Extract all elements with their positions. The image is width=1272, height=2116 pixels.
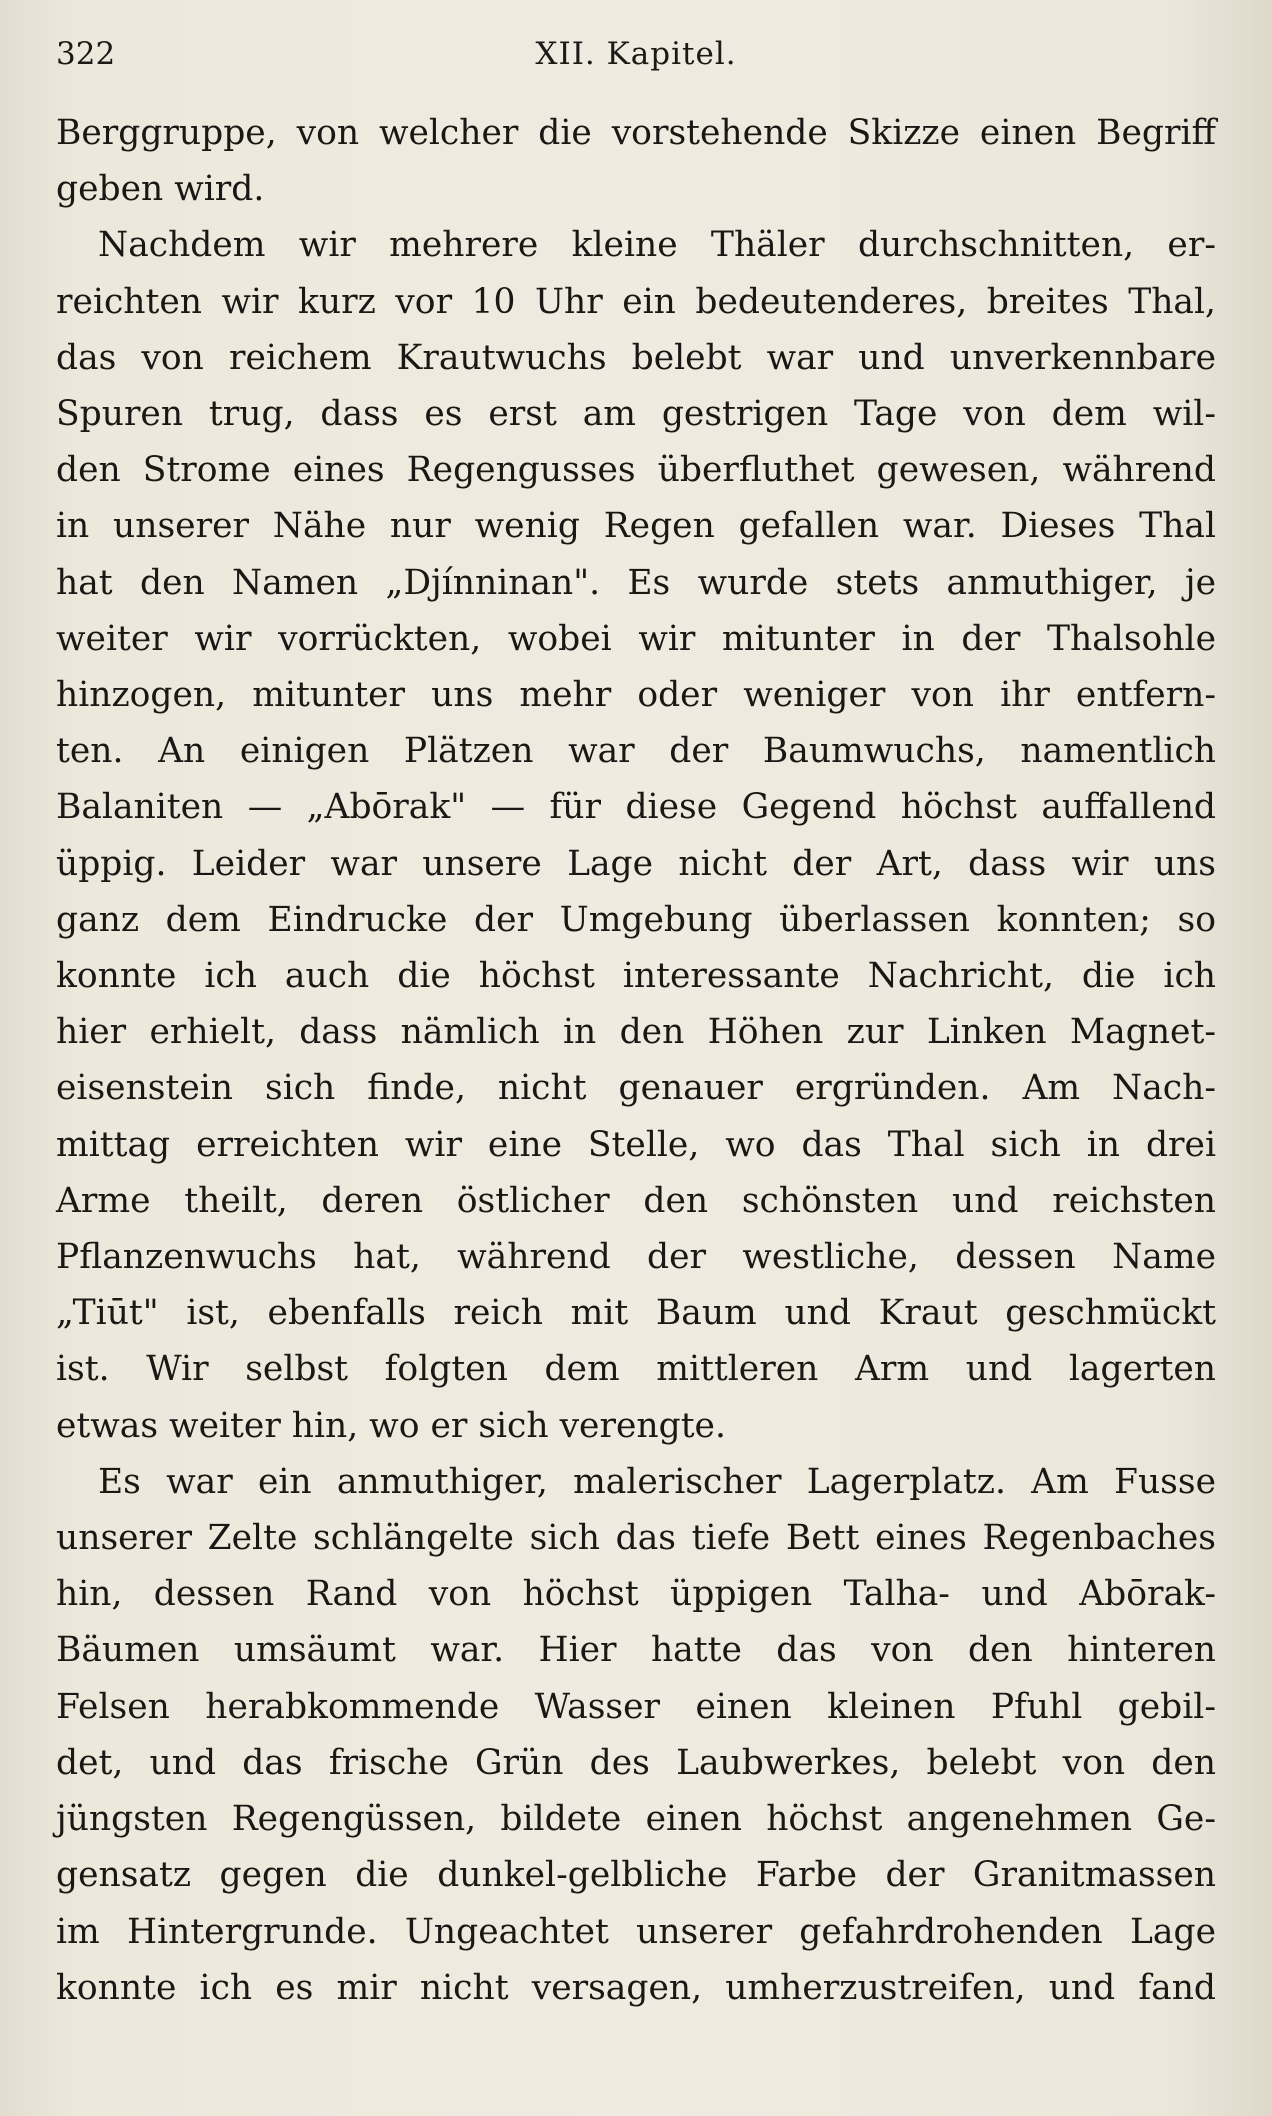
text-line: eisenstein sich finde, nicht genauer ergründen. Am Nach-: [56, 1068, 1216, 1109]
text-line: hinzogen, mitunter uns mehr oder weniger von ihr entfern-: [56, 675, 1216, 716]
text-line: Felsen herabkommende Wasser einen kleinen Pfuhl gebil-: [56, 1686, 1216, 1727]
text-line: etwas weiter hin, wo er sich verengte.: [56, 1405, 726, 1446]
text-line: Arme theilt, deren östlicher den schönsten und reichsten: [56, 1180, 1216, 1221]
text-line: ganz dem Eindrucke der Umgebung überlassen konnten; so: [56, 899, 1216, 940]
text-line: „Tiūt" ist, ebenfalls reich mit Baum und Kraut geschmückt: [56, 1293, 1216, 1334]
text-line: Pflanzenwuchs hat, während der westliche, dessen Name: [56, 1237, 1216, 1278]
text-line: konnte ich auch die höchst interessante Nachricht, die ich: [56, 956, 1216, 997]
text-line: mittag erreichten wir eine Stelle, wo das Thal sich in drei: [56, 1124, 1216, 1165]
text-line: ten. An einigen Plätzen war der Baumwuchs, namentlich: [56, 731, 1216, 772]
paragraph: [56, 1454, 1216, 2016]
text-line: hier erhielt, dass nämlich in den Höhen zur Linken Magnet-: [56, 1012, 1216, 1053]
text-line: das von reichem Krautwuchs belebt war und unverkennbare: [56, 337, 1216, 378]
text-line: hat den Namen „Djínninan". Es wurde stets anmuthiger, je: [56, 562, 1216, 603]
text-line: Spuren trug, dass es erst am gestrigen Tage von dem wil-: [56, 394, 1216, 435]
text-line: Es war ein anmuthiger, malerischer Lagerplatz. Am Fusse: [98, 1461, 1216, 1502]
text-line: Balaniten — „Abōrak" — für diese Gegend höchst auffallend: [56, 787, 1216, 828]
body-text: [56, 105, 1216, 2016]
paragraph: [56, 217, 1216, 1453]
text-line: unserer Zelte schlängelte sich das tiefe Bett eines Regenbaches: [56, 1518, 1216, 1559]
running-head: XII. Kapitel.: [535, 36, 737, 72]
text-line: Bäumen umsäumt war. Hier hatte das von den hinteren: [56, 1630, 1216, 1671]
text-line: weiter wir vorrückten, wobei wir mitunter in der Thalsohle: [56, 618, 1216, 659]
text-line: üppig. Leider war unsere Lage nicht der Art, dass wir uns: [56, 843, 1216, 884]
text-line: gensatz gegen die dunkel-gelbliche Farbe der Granitmassen: [56, 1855, 1216, 1896]
text-line: reichten wir kurz vor 10 Uhr ein bedeutenderes, breites Thal,: [56, 281, 1216, 322]
paragraph: [56, 105, 1216, 217]
page-number: 322: [56, 36, 116, 72]
text-line: konnte ich es mir nicht versagen, umherzustreifen, und fand: [56, 1967, 1216, 2008]
text-line: hin, dessen Rand von höchst üppigen Talha- und Abōrak-: [56, 1574, 1216, 1615]
text-line: Berggruppe, von welcher die vorstehende Skizze einen Begriff: [56, 113, 1216, 153]
text-line: det, und das frische Grün des Laubwerkes, belebt von den: [56, 1742, 1216, 1783]
text-line: jüngsten Regengüssen, bildete einen höchst angenehmen Ge-: [56, 1799, 1216, 1840]
page-header: [56, 28, 1216, 88]
text-line: ist. Wir selbst folgten dem mittleren Arm und lagerten: [56, 1349, 1216, 1390]
text-line: den Strome eines Regengusses überfluthet gewesen, während: [56, 450, 1216, 491]
text-line: im Hintergrunde. Ungeachtet unserer gefahrdrohenden Lage: [56, 1911, 1216, 1952]
text-line: geben wird.: [56, 169, 265, 210]
text-line: in unserer Nähe nur wenig Regen gefallen war. Dieses Thal: [56, 506, 1216, 547]
text-line: Nachdem wir mehrere kleine Thäler durchschnitten, er-: [98, 225, 1216, 266]
